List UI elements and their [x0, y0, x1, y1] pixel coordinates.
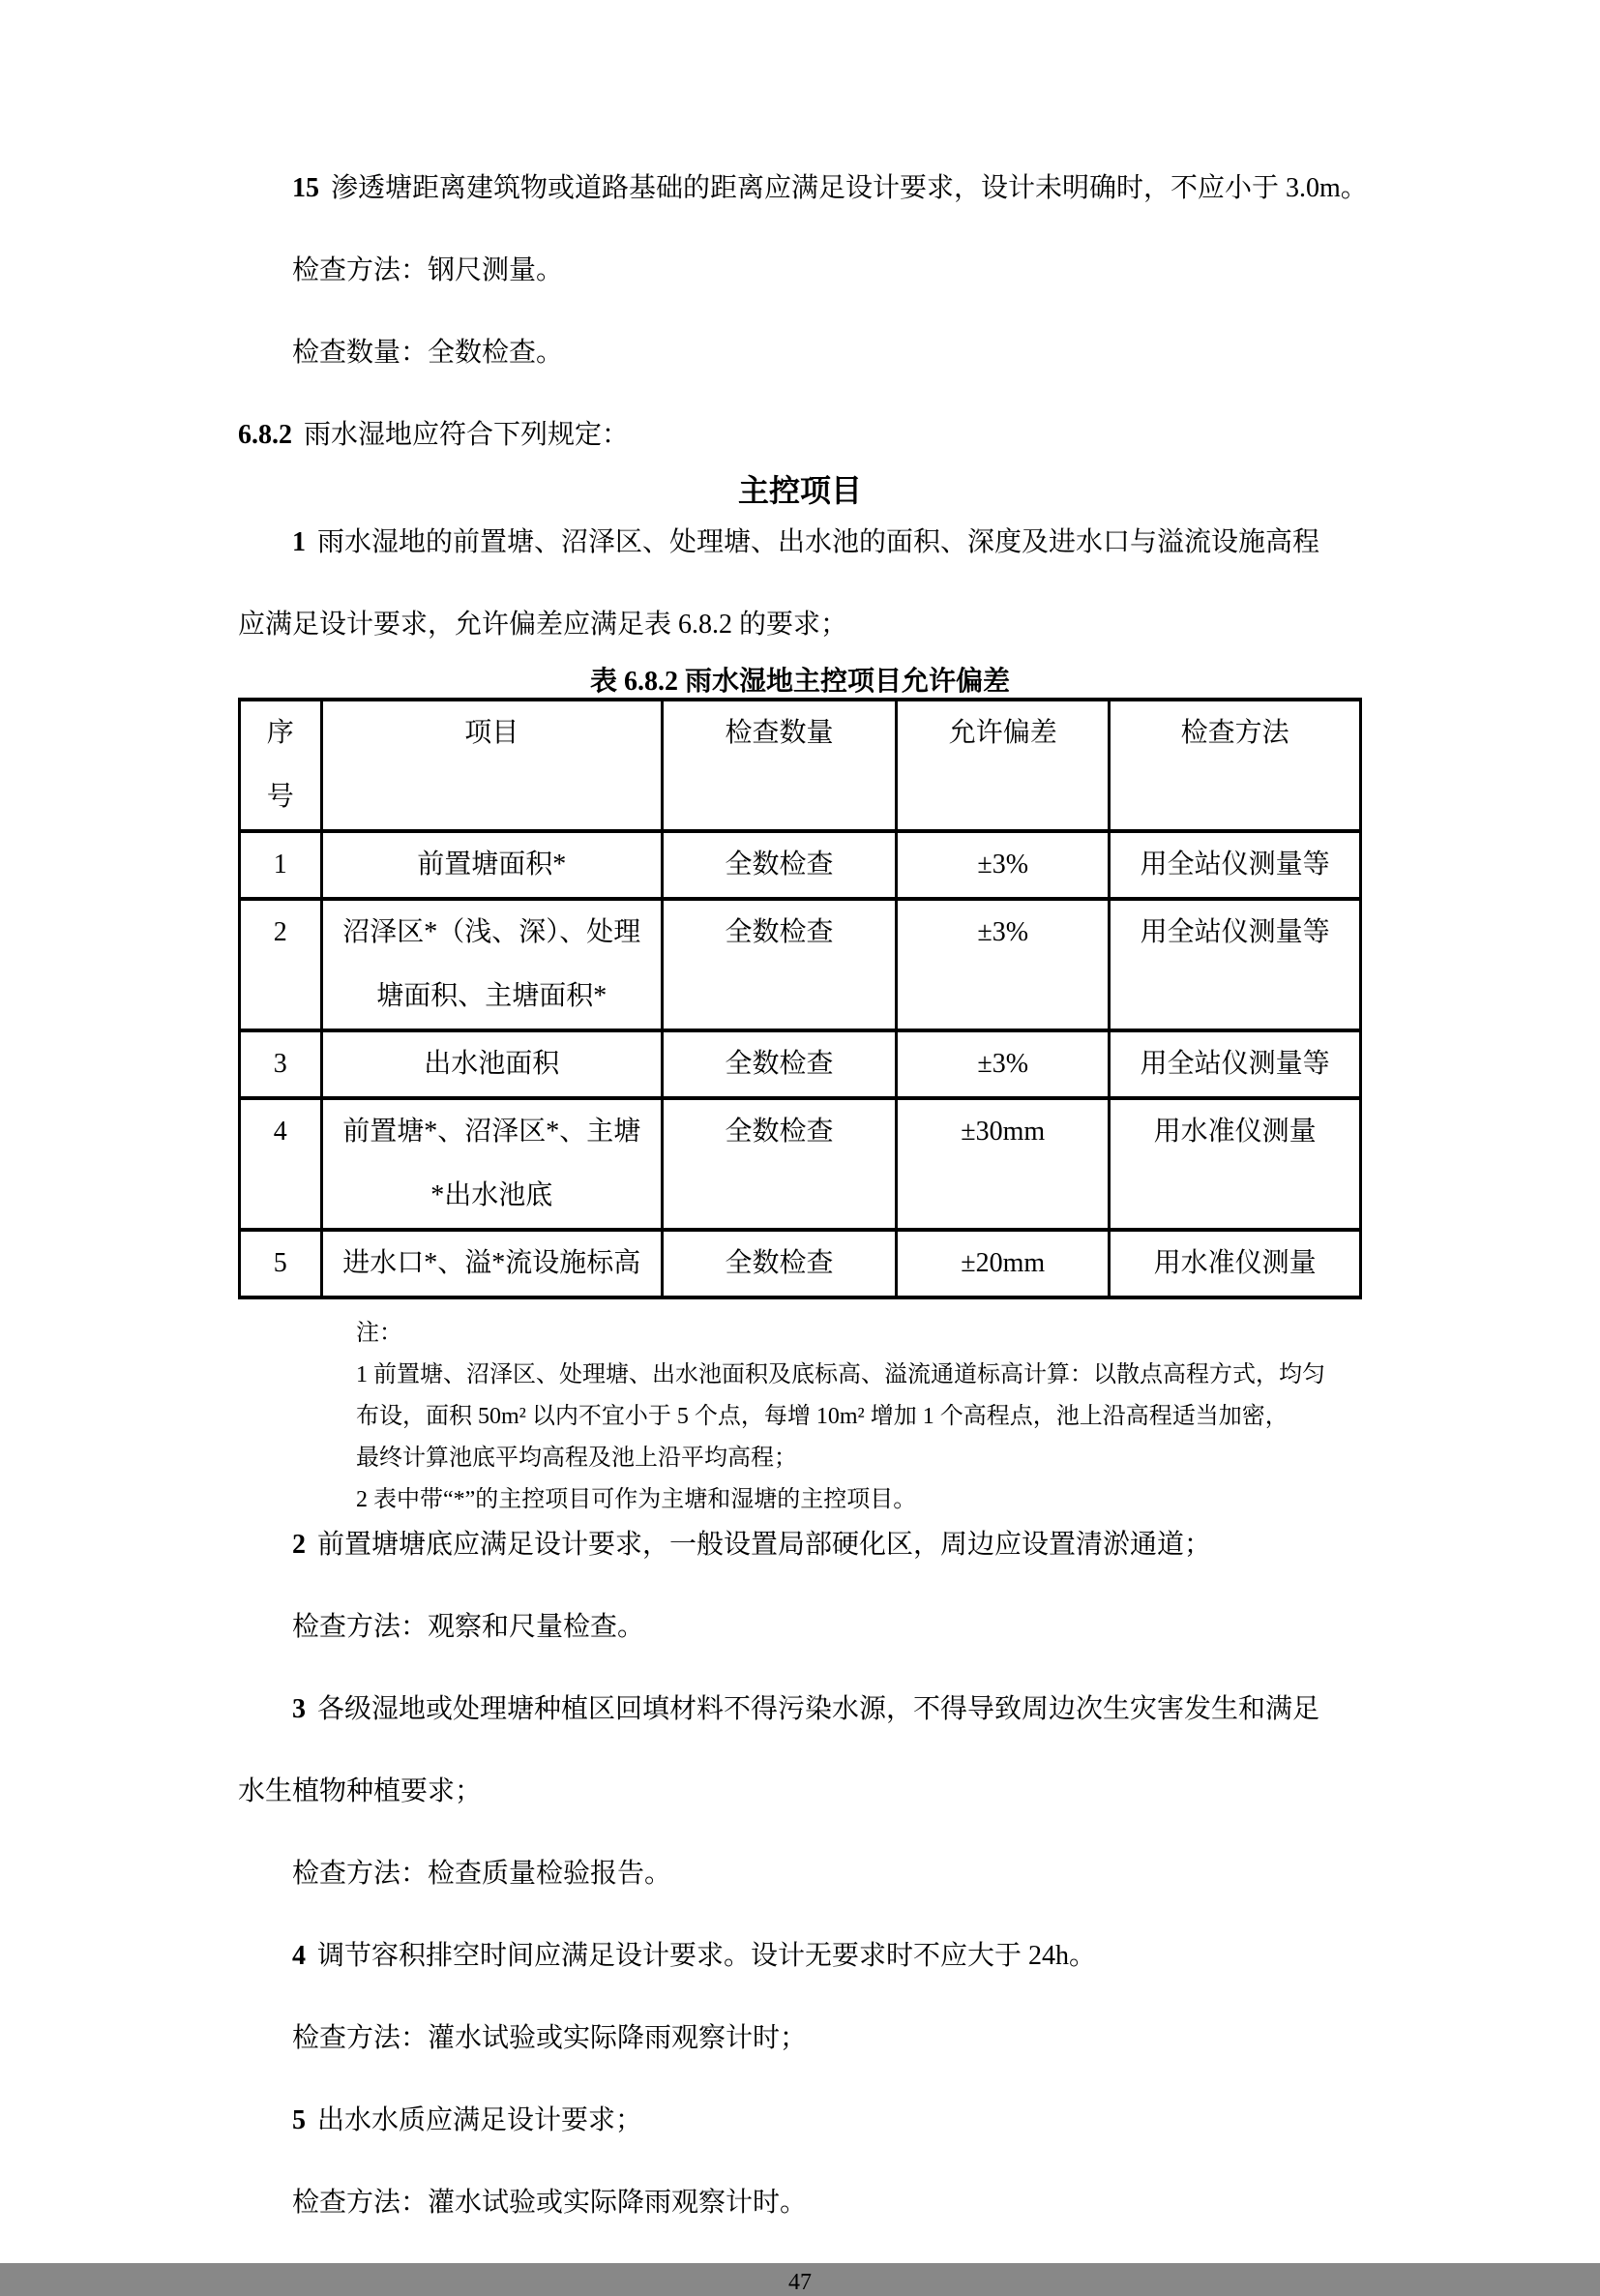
cell-item-line1: 沼泽区*（浅、深）、处理	[342, 917, 641, 947]
table-row	[240, 831, 1361, 899]
cell-method: 用全站仪测量等	[1110, 899, 1361, 1030]
header-item: 项目	[321, 700, 662, 831]
header-seq-line1: 序	[266, 718, 294, 748]
clause-text: 前置塘塘底应满足设计要求，一般设置局部硬化区，周边应设置清淤通道；	[317, 1530, 1212, 1560]
table-row	[240, 1230, 1361, 1297]
clause-text: 雨水湿地的前置塘、沼泽区、处理塘、出水池的面积、深度及进水口与溢流设施高程	[317, 527, 1320, 557]
note-label: 注：	[356, 1321, 402, 1346]
header-seq-no	[240, 700, 322, 831]
check-quantity-line: 检查数量：全数检查。	[292, 338, 564, 368]
check-method-line: 检查方法：检查质量检验报告。	[292, 1859, 672, 1889]
clause-4	[238, 1940, 1362, 1972]
clause-number: 1	[292, 527, 306, 557]
section-text: 雨水湿地应符合下列规定：	[304, 420, 630, 450]
header-deviation: 允许偏差	[897, 700, 1110, 831]
note-1-line-2: 布设，面积 50m² 以内不宜小于 5 个点，每增 10m² 增加 1 个高程点，池上沿高程适当加密，	[356, 1404, 1289, 1429]
note-1-line-1: 1 前置塘、沼泽区、处理塘、出水池面积及底标高、溢流通道标高计算：以散点高程方式，均匀	[356, 1362, 1325, 1387]
cell-deviation: ±3%	[897, 831, 1110, 899]
cell-quantity: 全数检查	[662, 1030, 896, 1098]
cell-quantity: 全数检查	[662, 1230, 896, 1297]
cell-quantity: 全数检查	[662, 831, 896, 899]
clause-number: 15	[292, 173, 319, 203]
cell-deviation: ±3%	[897, 1030, 1110, 1098]
cell-no: 3	[240, 1030, 322, 1098]
clause-5	[238, 2104, 1362, 2136]
clause-text: 渗透塘距离建筑物或道路基础的距离应满足设计要求，设计未明确时，不应小于 3.0m。	[331, 173, 1368, 203]
check-method-line: 检查方法：钢尺测量。	[292, 255, 564, 285]
clause-text: 调节容积排空时间应满足设计要求。设计无要求时不应大于 24h。	[317, 1941, 1097, 1971]
paragraph-15	[238, 172, 1368, 204]
table-row	[240, 1030, 1361, 1098]
table-row	[240, 1098, 1361, 1230]
cell-method: 用水准仪测量	[1110, 1098, 1361, 1230]
cell-method: 用全站仪测量等	[1110, 831, 1361, 899]
clause-number: 5	[292, 2105, 306, 2135]
clause-1-line-1	[238, 526, 1362, 558]
cell-item: 进水口*、溢*流设施标高	[321, 1230, 662, 1297]
header-method: 检查方法	[1110, 700, 1361, 831]
header-quantity: 检查数量	[662, 700, 896, 831]
check-method-line: 检查方法：观察和尺量检查。	[292, 1612, 645, 1642]
cell-item: 前置塘面积*	[321, 831, 662, 899]
clause-text: 各级湿地或处理塘种植区回填材料不得污染水源，不得导致周边次生灾害发生和满足	[317, 1694, 1320, 1724]
cell-item-line2: 塘面积、主塘面积*	[376, 981, 607, 1011]
cell-item	[321, 1098, 662, 1230]
table-title: 表 6.8.2 雨水湿地主控项目允许偏差	[589, 667, 1010, 697]
section-number: 6.8.2	[238, 420, 292, 450]
clause-number: 2	[292, 1530, 306, 1560]
section-6-8-2	[238, 419, 1362, 451]
note-1-line-3: 最终计算池底平均高程及池上沿平均高程；	[356, 1446, 797, 1471]
page-number: 47	[788, 2270, 812, 2295]
cell-item	[321, 899, 662, 1030]
cell-method: 用全站仪测量等	[1110, 1030, 1361, 1098]
cell-deviation: ±3%	[897, 899, 1110, 1030]
cell-quantity: 全数检查	[662, 899, 896, 1030]
cell-item-line1: 前置塘*、沼泽区*、主塘	[342, 1117, 641, 1147]
cell-item: 出水池面积	[321, 1030, 662, 1098]
check-method-line: 检查方法：灌水试验或实际降雨观察计时；	[292, 2023, 808, 2053]
cell-method: 用水准仪测量	[1110, 1230, 1361, 1297]
clause-1-line-2: 应满足设计要求，允许偏差应满足表 6.8.2 的要求；	[238, 610, 848, 640]
cell-quantity: 全数检查	[662, 1098, 896, 1230]
clause-text: 出水水质应满足设计要求；	[317, 2105, 643, 2135]
header-seq-line2: 号	[266, 782, 294, 812]
cell-deviation: ±30mm	[897, 1098, 1110, 1230]
cell-no: 4	[240, 1098, 322, 1230]
table-header-row	[240, 700, 1361, 831]
clause-number: 3	[292, 1694, 306, 1724]
table-notes	[356, 1313, 1362, 1521]
deviation-table	[238, 698, 1362, 1299]
cell-no: 1	[240, 831, 322, 899]
check-method-line: 检查方法：灌水试验或实际降雨观察计时。	[292, 2188, 808, 2218]
clause-2	[238, 1529, 1362, 1561]
cell-deviation: ±20mm	[897, 1230, 1110, 1297]
cell-no: 5	[240, 1230, 322, 1297]
cell-item-line2: *出水池底	[430, 1180, 553, 1210]
clause-3-line-2: 水生植物种植要求；	[238, 1776, 483, 1806]
note-2: 2 表中带“*”的主控项目可作为主塘和湿塘的主控项目。	[356, 1487, 917, 1512]
cell-no: 2	[240, 899, 322, 1030]
main-heading: 主控项目	[737, 473, 862, 508]
clause-3-line-1	[238, 1693, 1362, 1725]
clause-number: 4	[292, 1941, 306, 1971]
table-row	[240, 899, 1361, 1030]
